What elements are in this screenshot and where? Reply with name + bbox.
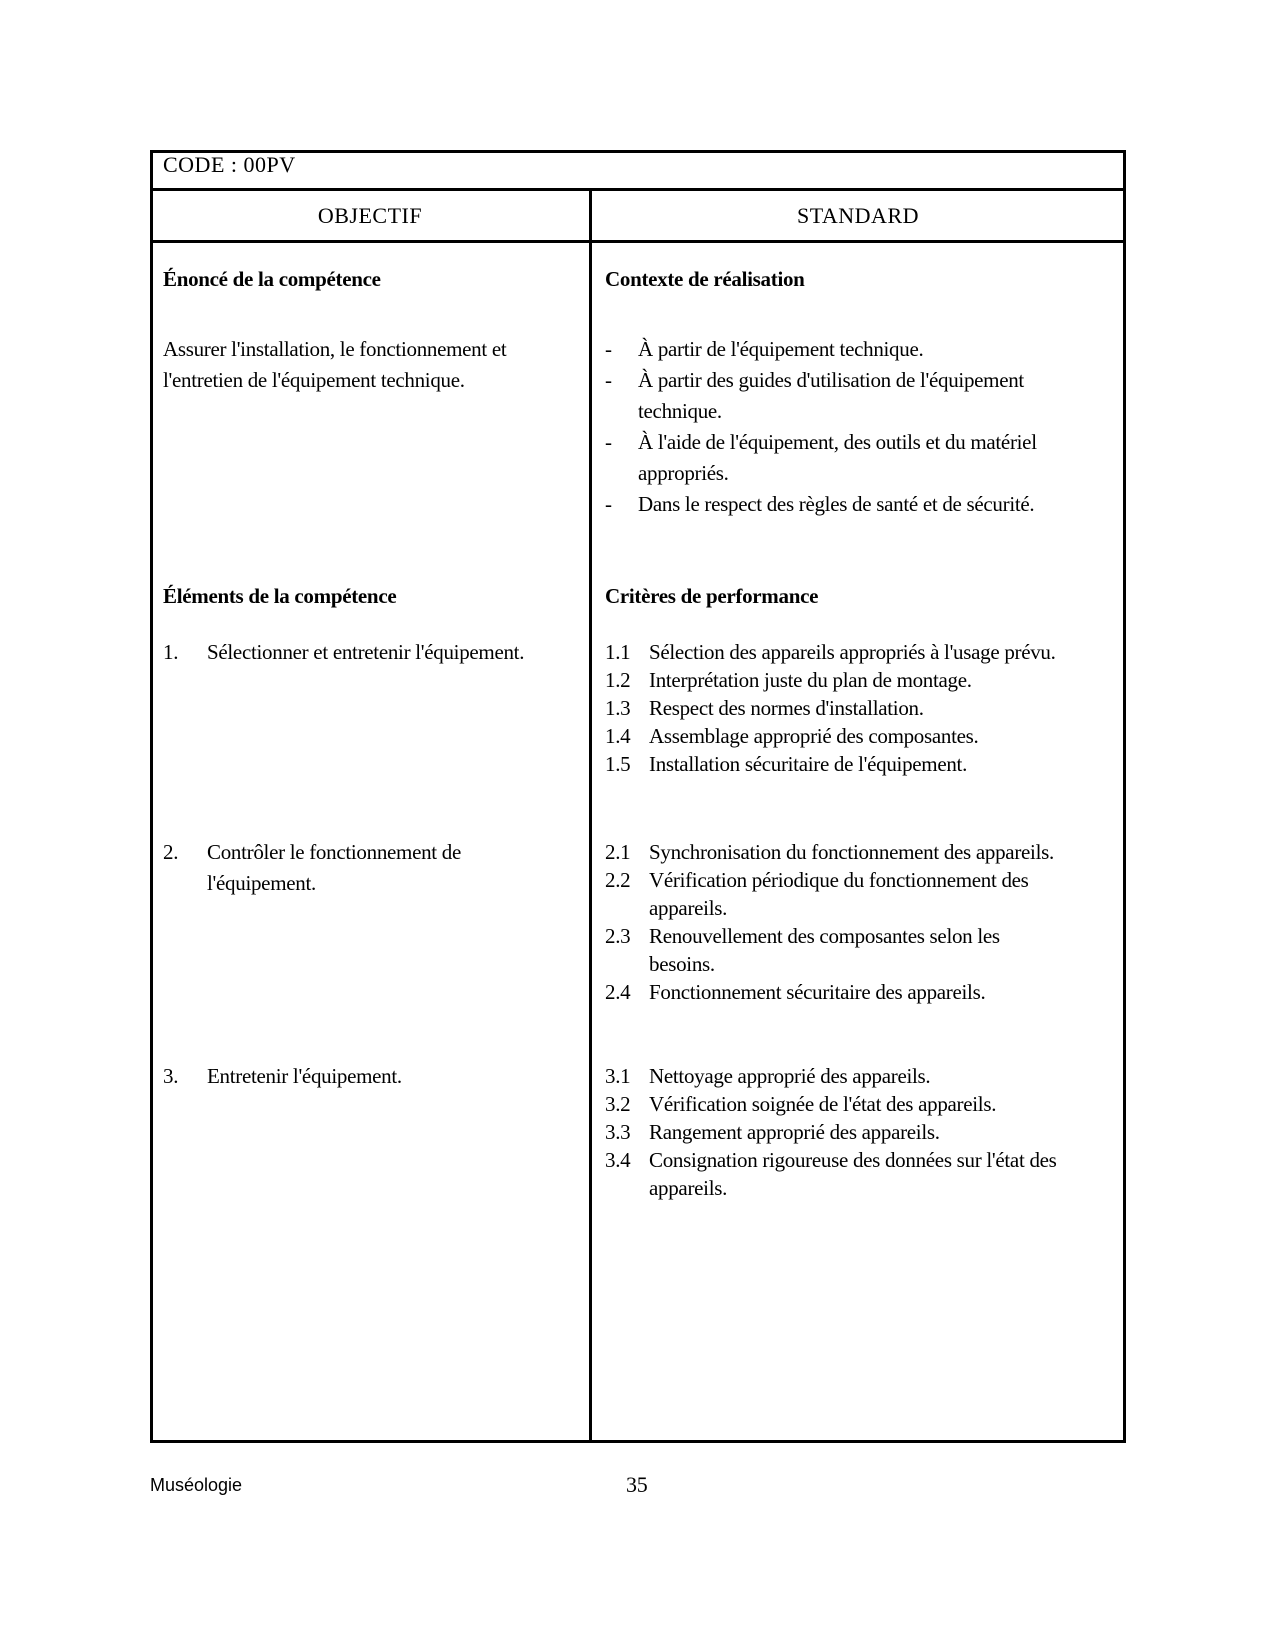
criterion-line: [605, 894, 1120, 922]
item-text: appropriés.: [638, 461, 729, 485]
criterion-text: Synchronisation du fonctionnement des appareils.: [649, 840, 1054, 864]
list-line: [605, 489, 1115, 520]
list-line: [605, 396, 1115, 427]
criterion-text: Nettoyage approprié des appareils.: [649, 1064, 931, 1088]
criterion-number: 2.2: [605, 868, 631, 892]
criterion-text: Vérification périodique du fonctionnement des: [649, 868, 1029, 892]
item-number: 2.: [163, 840, 179, 864]
item-text: l'équipement.: [207, 871, 316, 895]
criterion-text: Assemblage approprié des composantes.: [649, 724, 979, 748]
criterion-number: 2.4: [605, 980, 631, 1004]
criteres-title: Critères de performance: [605, 584, 819, 608]
text-line: Assurer l'installation, le fonctionnement et: [163, 337, 507, 361]
criterion-line: [605, 638, 1120, 666]
criterion-line: [605, 666, 1120, 694]
code-label: CODE : 00PV: [163, 152, 296, 177]
item-text: À partir des guides d'utilisation de l'équipement: [638, 368, 1024, 392]
criterion-text: Sélection des appareils appropriés à l'usage prévu.: [649, 640, 1056, 664]
criterion-line: [605, 1062, 1120, 1090]
item-text: technique.: [638, 399, 722, 423]
page-number: 35: [626, 1472, 648, 1497]
text-line: l'entretien de l'équipement technique.: [163, 368, 465, 392]
footer-program: Muséologie: [150, 1475, 243, 1495]
list-line: [163, 837, 573, 868]
criterion-text: Respect des normes d'installation.: [649, 696, 924, 720]
criterion-line: [605, 1174, 1120, 1202]
criterion-text: Vérification soignée de l'état des appareils.: [649, 1092, 997, 1116]
item-text: Dans le respect des règles de santé et de sécurité.: [638, 492, 1035, 516]
criterion-text: Installation sécuritaire de l'équipement.: [649, 752, 968, 776]
item-text: Sélectionner et entretenir l'équipement.: [207, 640, 525, 664]
item-text: Entretenir l'équipement.: [207, 1064, 402, 1088]
criteres-group: [605, 1062, 1120, 1202]
criterion-text: Rangement approprié des appareils.: [649, 1120, 940, 1144]
criterion-number: 1.4: [605, 724, 631, 748]
criterion-text: besoins.: [649, 952, 715, 976]
bullet-dash: -: [605, 368, 612, 392]
header-standard: STANDARD: [796, 203, 920, 228]
criterion-line: [605, 866, 1120, 894]
element-item: [163, 1061, 573, 1092]
criterion-number: 1.1: [605, 640, 631, 664]
bullet-dash: -: [605, 430, 612, 454]
list-line: [163, 868, 573, 899]
item-number: 1.: [163, 640, 179, 664]
criterion-line: [605, 838, 1120, 866]
bullet-dash: -: [605, 492, 612, 516]
criterion-line: [605, 1118, 1120, 1146]
list-line: [605, 365, 1115, 396]
contexte-title: Contexte de réalisation: [605, 267, 805, 291]
criterion-line: [605, 1090, 1120, 1118]
criterion-line: [605, 950, 1120, 978]
criterion-number: 2.3: [605, 924, 631, 948]
criterion-line: [605, 694, 1120, 722]
bullet-dash: -: [605, 337, 612, 361]
criterion-line: [605, 978, 1120, 1006]
elements-title: Éléments de la compétence: [163, 584, 397, 608]
list-line: [605, 458, 1115, 489]
criterion-text: Consignation rigoureuse des données sur l'état des: [649, 1148, 1057, 1172]
criteres-group: [605, 838, 1120, 1006]
item-number: 3.: [163, 1064, 179, 1088]
criterion-text: Interprétation juste du plan de montage.: [649, 668, 972, 692]
criterion-line: [605, 922, 1120, 950]
criterion-text: Fonctionnement sécuritaire des appareils.: [649, 980, 986, 1004]
criterion-text: Renouvellement des composantes selon les: [649, 924, 1000, 948]
element-item: [163, 837, 573, 899]
criterion-number: 2.1: [605, 840, 631, 864]
criterion-number: 3.3: [605, 1120, 631, 1144]
element-item: [163, 637, 573, 668]
divider: [150, 188, 1126, 191]
criterion-text: appareils.: [649, 1176, 728, 1200]
criterion-number: 1.3: [605, 696, 631, 720]
item-text: À partir de l'équipement technique.: [638, 337, 924, 361]
criterion-line: [605, 1146, 1120, 1174]
divider: [150, 240, 1126, 243]
enonce-text: [163, 334, 506, 396]
criterion-number: 3.1: [605, 1064, 631, 1088]
item-text: Contrôler le fonctionnement de: [207, 840, 462, 864]
list-line: [605, 334, 1115, 365]
criteres-group: [605, 638, 1120, 778]
column-divider: [589, 189, 592, 1443]
criterion-text: appareils.: [649, 896, 728, 920]
criterion-number: 3.4: [605, 1148, 631, 1172]
list-line: [163, 637, 573, 668]
criterion-number: 1.2: [605, 668, 631, 692]
criterion-line: [605, 722, 1120, 750]
criterion-number: 3.2: [605, 1092, 631, 1116]
criterion-line: [605, 750, 1120, 778]
item-text: À l'aide de l'équipement, des outils et du matériel: [638, 430, 1037, 454]
list-line: [163, 1061, 573, 1092]
header-objectif: OBJECTIF: [317, 203, 423, 228]
contexte-list: [605, 334, 1115, 520]
enonce-title: Énoncé de la compétence: [163, 267, 381, 291]
list-line: [605, 427, 1115, 458]
criterion-number: 1.5: [605, 752, 631, 776]
